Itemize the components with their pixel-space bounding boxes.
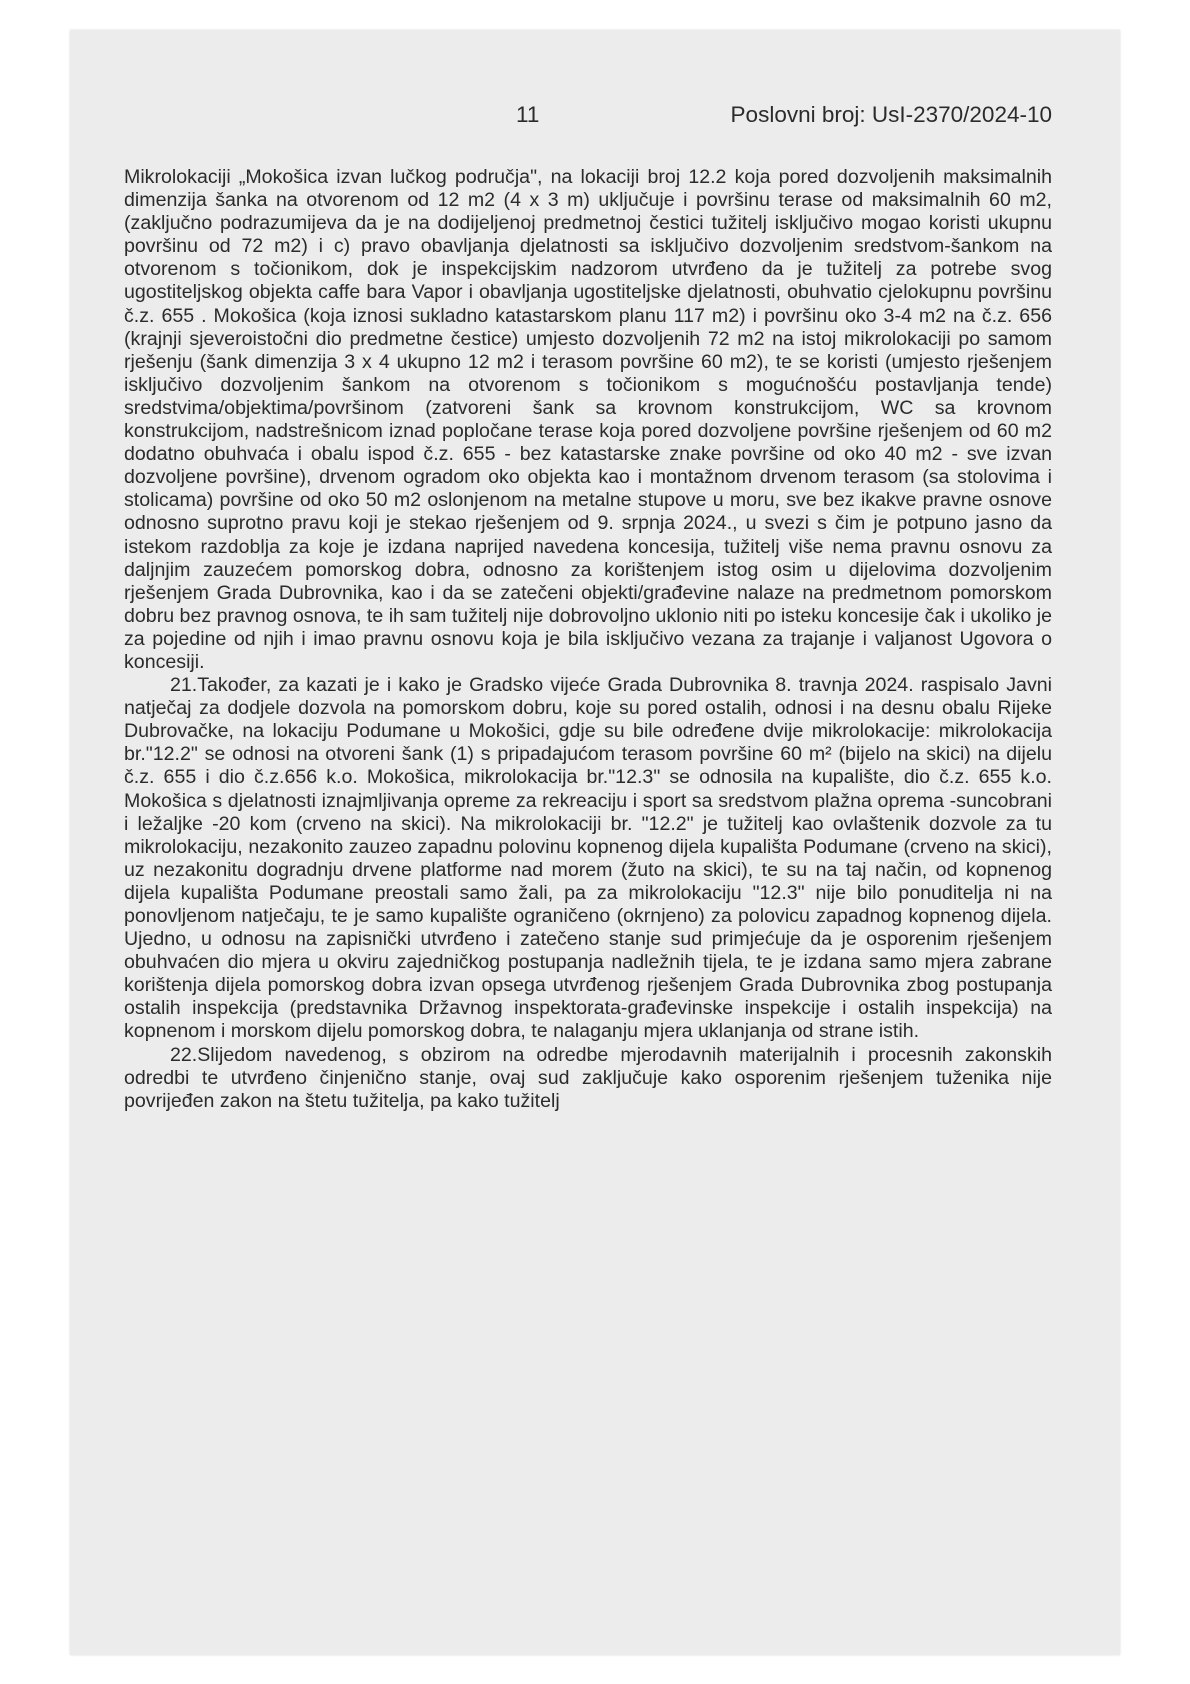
- page-number: 11: [516, 102, 540, 127]
- case-number: Poslovni broj: UsI-2370/2024-10: [730, 102, 1052, 127]
- paragraph-21: 21.Također, za kazati je i kako je Gradsko vijeće Grada Dubrovnika 8. travnja 2024. raspisalo Javni natječaj za dodjele dozvola na pomorskom dobru, koje su pored ostalih, odnosi i na desnu obalu Rijeke Dubrovačke, na lokaciju Podumane u Mokošici, gdje su bile određene dvije mikrolokacije: mikrolokacija br."12.2" se odnosi na otvoreni šank (1) s pripadajućom terasom površine 60 m² (bijelo na skici) na dijelu č.z. 655 i dio č.z.656 k.o. Mokošica, mikrolokacija br."12.3" se odnosila na kupalište, dio č.z. 655 k.o. Mokošica s djelatnosti iznajmljivanja opreme za rekreaciju i sport sa sredstvom plažna oprema -suncobrani i ležaljke -20 kom (crveno na skici). Na mikrolokaciji br. "12.2" je tužitelj kao ovlaštenik dozvole za tu mikrolokaciju, nezakonito zauzeo zapadnu polovinu kopnenog dijela kupališta Podumane (crveno na skici), uz nezakonitu dogradnju drvene platforme nad morem (žuto na skici), te su na taj način, od kopnenog dijela kupališta Podumane preostali samo žali, pa za mikrolokaciju "12.3" nije bilo ponuditelja ni na ponovljenom natječaju, te je samo kupalište ograničeno (okrnjeno) za polovicu zapadnog kopnenog dijela. Ujedno, u odnosu na zapisnički utvrđeno i zatečeno stanje sud primjećuje da je osporenim rješenjem obuhvaćen dio mjera u okviru zajedničkog postupanja nadležnih tijela, te je izdana samo mjera zabrane korištenja dijela pomorskog dobra izvan opsega utvrđenog rješenjem Grada Dubrovnika zbog postupanja ostalih inspekcija (predstavnika Državnog inspektorata-građevinske inspekcije i ostalih inspekcija) na kopnenom i morskom dijelu pomorskog dobra, te nalaganju mjera uklanjanja od strane istih.: [124, 674, 1052, 1043]
- page-header: [70, 102, 1120, 132]
- document-body: [124, 166, 1052, 1113]
- document-page: [70, 30, 1120, 1655]
- paragraph-22: 22.Slijedom navedenog, s obzirom na odredbe mjerodavnih materijalnih i procesnih zakonskih odredbi te utvrđeno činjenično stanje, ovaj sud zaključuje kako osporenim rješenjem tuženika nije povrijeđen zakon na štetu tužitelja, pa kako tužitelj: [124, 1043, 1052, 1112]
- paragraph-continuation: Mikrolokaciji „Mokošica izvan lučkog područja", na lokaciji broj 12.2 koja pored dozvoljenih maksimalnih dimenzija šanka na otvorenom od 12 m2 (4 x 3 m) uključuje i površinu terase od maksimalnih 60 m2, (zaključno podrazumijeva da je na dodijeljenoj predmetnoj čestici tužitelj isključivo mogao koristi ukupnu površinu od 72 m2) i c) pravo obavljanja djelatnosti sa isključivo dozvoljenim sredstvom-šankom na otvorenom s točionikom, dok je inspekcijskim nadzorom utvrđeno da je tužitelj za potrebe svog ugostiteljskog objekta caffe bara Vapor i obavljanja ugostiteljske djelatnosti, obuhvatio cjelokupnu površinu č.z. 655 . Mokošica (koja iznosi sukladno katastarskom planu 117 m2) i površinu oko 3-4 m2 na č.z. 656 (krajnji sjeveroistočni dio predmetne čestice) umjesto dozvoljenih 72 m2 na istoj mikrolokaciji po samom rješenju (šank dimenzija 3 x 4 ukupno 12 m2 i terasom površine 60 m2), te se koristi (umjesto rješenjem isključivo dozvoljenim šankom na otvorenom s točionikom s mogućnošću postavljanja tende) sredstvima/objektima/površinom (zatvoreni šank sa krovnom konstrukcijom, WC sa krovnom konstrukcijom, nadstrešnicom iznad popločane terase koja pored dozvoljene površine rješenjem od 60 m2 dodatno obuhvaća i obalu ispod č.z. 655 - bez katastarske znake površine od oko 40 m2 - sve izvan dozvoljene površine), drvenom ogradom oko objekta kao i montažnom drvenom terasom (sa stolovima i stolicama) površine od oko 50 m2 oslonjenom na metalne stupove u moru, sve bez ikakve pravne osnove odnosno suprotno pravu koji je stekao rješenjem od 9. srpnja 2024., u svezi s čim je potpuno jasno da istekom razdoblja za koje je izdana naprijed navedena koncesija, tužitelj više nema pravnu osnovu za daljnjim zauzećem pomorskog dobra, odnosno za korištenjem istog osim u dijelovima dozvoljenim rješenjem Grada Dubrovnika, kao i da se zatečeni objekti/građevine nalaze na predmetnom pomorskom dobru bez pravnog osnova, te ih sam tužitelj nije dobrovoljno uklonio niti po isteku koncesije čak i ukoliko je za pojedine od njih i imao pravnu osnovu koja je bila isključivo vezana za trajanje i valjanost Ugovora o koncesiji.: [124, 166, 1052, 673]
